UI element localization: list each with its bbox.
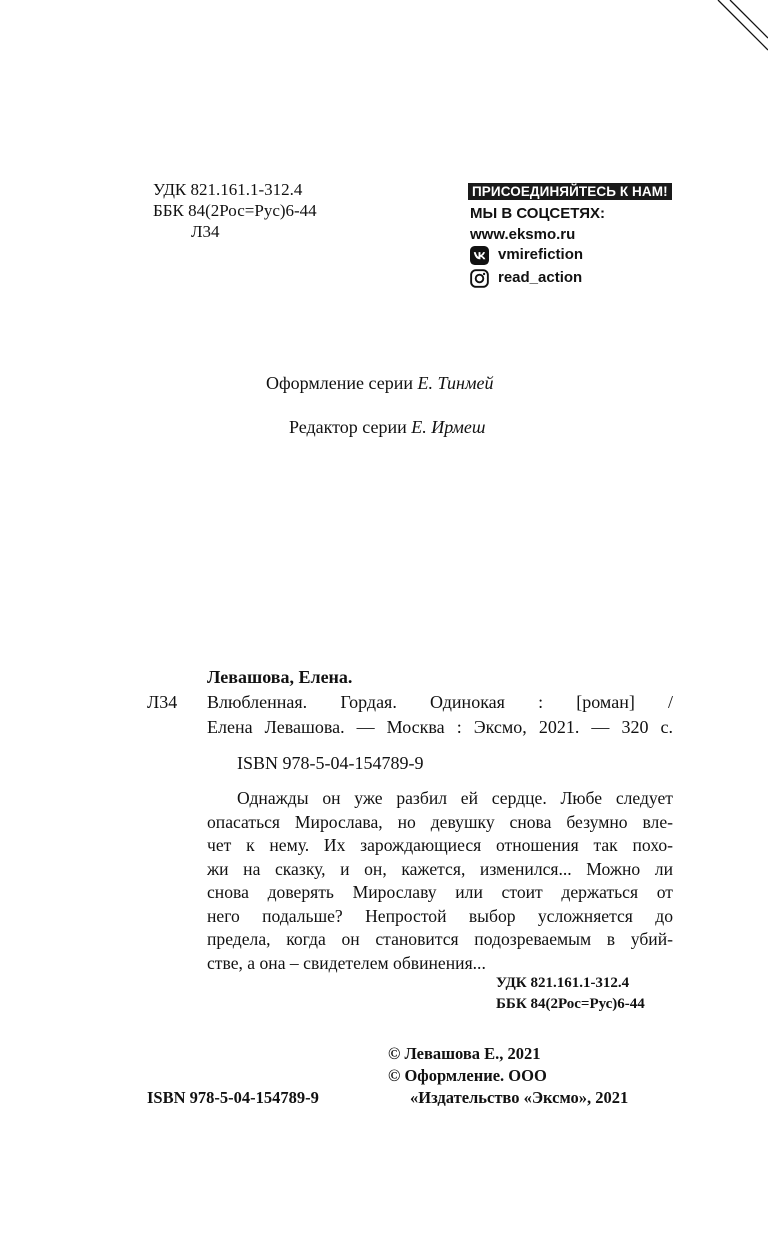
udk-code: УДК 821.161.1-312.4: [153, 180, 303, 199]
series-editor-label: Редактор серии: [289, 417, 407, 437]
series-design-label: Оформление серии: [266, 373, 413, 393]
corner-lines-decoration: [0, 0, 768, 80]
series-design-credit: [266, 373, 493, 394]
bib-author-sign: Л34: [147, 692, 178, 712]
instagram-icon: [470, 269, 489, 288]
annotation-line: стве, а она – свидетелем обвинения...: [207, 952, 486, 973]
bib-isbn: ISBN 978-5-04-154789-9: [237, 753, 424, 773]
copyright-design: © Оформление. ООО: [388, 1066, 547, 1085]
annotation-line: снова доверять Мирославу или стоит держаться от: [207, 882, 673, 902]
annotation-line: опасаться Мирослава, но девушку снова безумно вле-: [207, 811, 673, 832]
bib-publication-line: Елена Левашова. — Москва : Эксмо, 2021. — 320 с.: [207, 717, 673, 737]
bib-title-line: Влюбленная. Гордая. Одинокая : [роман] /: [207, 692, 673, 712]
annotation-line: него подальше? Непростой выбор усложняется до: [207, 905, 673, 926]
join-us-banner: ПРИСОЕДИНЯЙТЕСЬ К НАМ!: [468, 183, 672, 200]
vk-handle[interactable]: vmirefiction: [498, 246, 584, 263]
copyright-author: © Левашова Е., 2021: [388, 1044, 541, 1063]
vk-icon: [470, 246, 489, 265]
author-heading: Левашова, Елена.: [207, 667, 353, 687]
annotation-line: жи на сказку, и он, кажется, изменился... Можно ли: [207, 858, 673, 879]
author-sign-code: Л34: [191, 222, 220, 241]
copyright-publisher: «Издательство «Эксмо», 2021: [410, 1088, 629, 1107]
annotation-line: чет к нему. Их зарождающиеся отношения так похо-: [207, 835, 673, 855]
social-heading: МЫ В СОЦСЕТЯХ:: [470, 205, 606, 222]
footer-isbn: ISBN 978-5-04-154789-9: [147, 1088, 319, 1107]
bbk-code: ББК 84(2Рос=Рус)6-44: [153, 201, 317, 220]
annotation-line: предела, когда он становится подозреваемым в убий-: [207, 929, 673, 949]
instagram-handle[interactable]: read_action: [498, 269, 583, 286]
annotation-line: Однажды он уже разбил ей сердце. Любе следует: [237, 788, 673, 808]
series-editor-name: Е. Ирмеш: [411, 417, 486, 437]
series-editor-credit: [289, 417, 485, 438]
website-link[interactable]: www.eksmo.ru: [470, 226, 576, 243]
footer-bbk-code: ББК 84(2Рос=Рус)6-44: [496, 996, 645, 1012]
footer-udk-code: УДК 821.161.1-312.4: [496, 975, 630, 991]
series-designer-name: Е. Тинмей: [417, 373, 494, 393]
